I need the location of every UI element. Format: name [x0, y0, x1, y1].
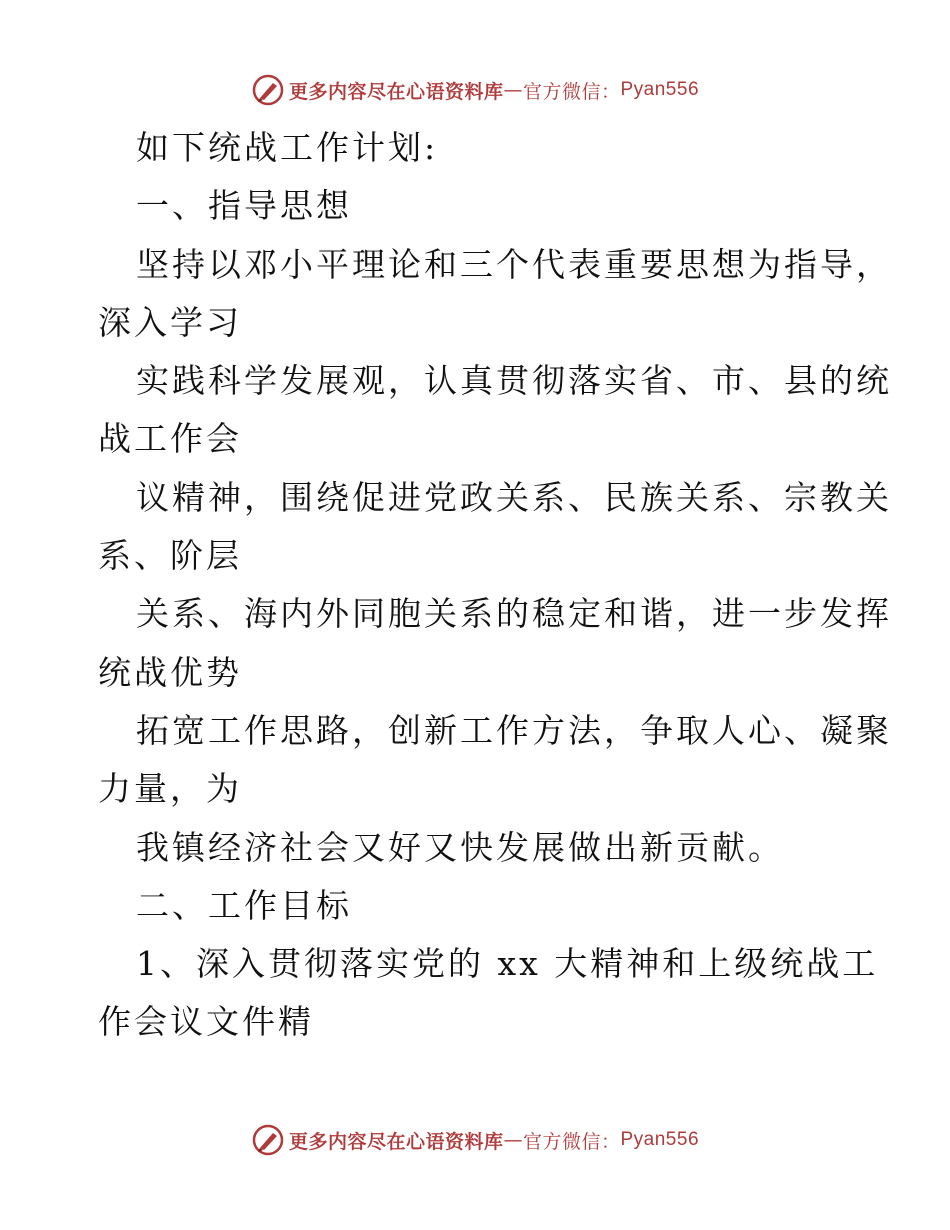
text-line: 实践科学发展观，认真贯彻落实省、市、县的统: [136, 361, 892, 401]
text-line: 我镇经济社会又好又快发展做出新贡献。: [136, 827, 784, 867]
watermark-id-text: Pyan556: [620, 79, 700, 100]
section-heading: 一、指导思想: [136, 186, 352, 226]
text-line: 战工作会: [98, 419, 242, 459]
text-line: 坚持以邓小平理论和三个代表重要思想为指导，: [136, 244, 892, 284]
text-line: 统战优势: [98, 652, 242, 692]
document-body: [98, 119, 892, 1052]
text-line: 关系、海内外同胞关系的稳定和谐，进一步发挥: [136, 594, 892, 634]
watermark-sub-text: 官方微信：: [522, 1130, 621, 1153]
pen-logo-icon: [251, 1123, 285, 1157]
text-line: 议精神，围绕促进党政关系、民族关系、宗教关: [136, 477, 892, 517]
pen-logo-icon: [251, 73, 285, 107]
text-line: 深入学习: [98, 302, 242, 342]
text-line: 拓宽工作思路，创新工作方法，争取人心、凝聚: [136, 710, 892, 750]
text-line: 力量，为: [98, 769, 242, 809]
text-line: 如下统战工作计划:: [136, 128, 439, 167]
watermark-sub-text: 官方微信：: [522, 80, 621, 103]
text-line: 作会议文件精: [98, 1002, 314, 1042]
watermark-dash: —: [503, 1129, 523, 1151]
section-heading: 二、工作目标: [136, 885, 352, 925]
text-line: 系、阶层: [98, 536, 242, 576]
watermark-id-text: Pyan556: [620, 1129, 700, 1150]
watermark-main-text: 更多内容尽在心语资料库: [288, 80, 504, 103]
footer-watermark: [0, 1120, 950, 1160]
text-line: 1、深入贯彻落实党的 xx 大精神和上级统战工: [136, 944, 879, 984]
watermark-dash: —: [503, 79, 523, 101]
header-watermark: [0, 70, 950, 110]
watermark-main-text: 更多内容尽在心语资料库: [288, 1130, 504, 1153]
